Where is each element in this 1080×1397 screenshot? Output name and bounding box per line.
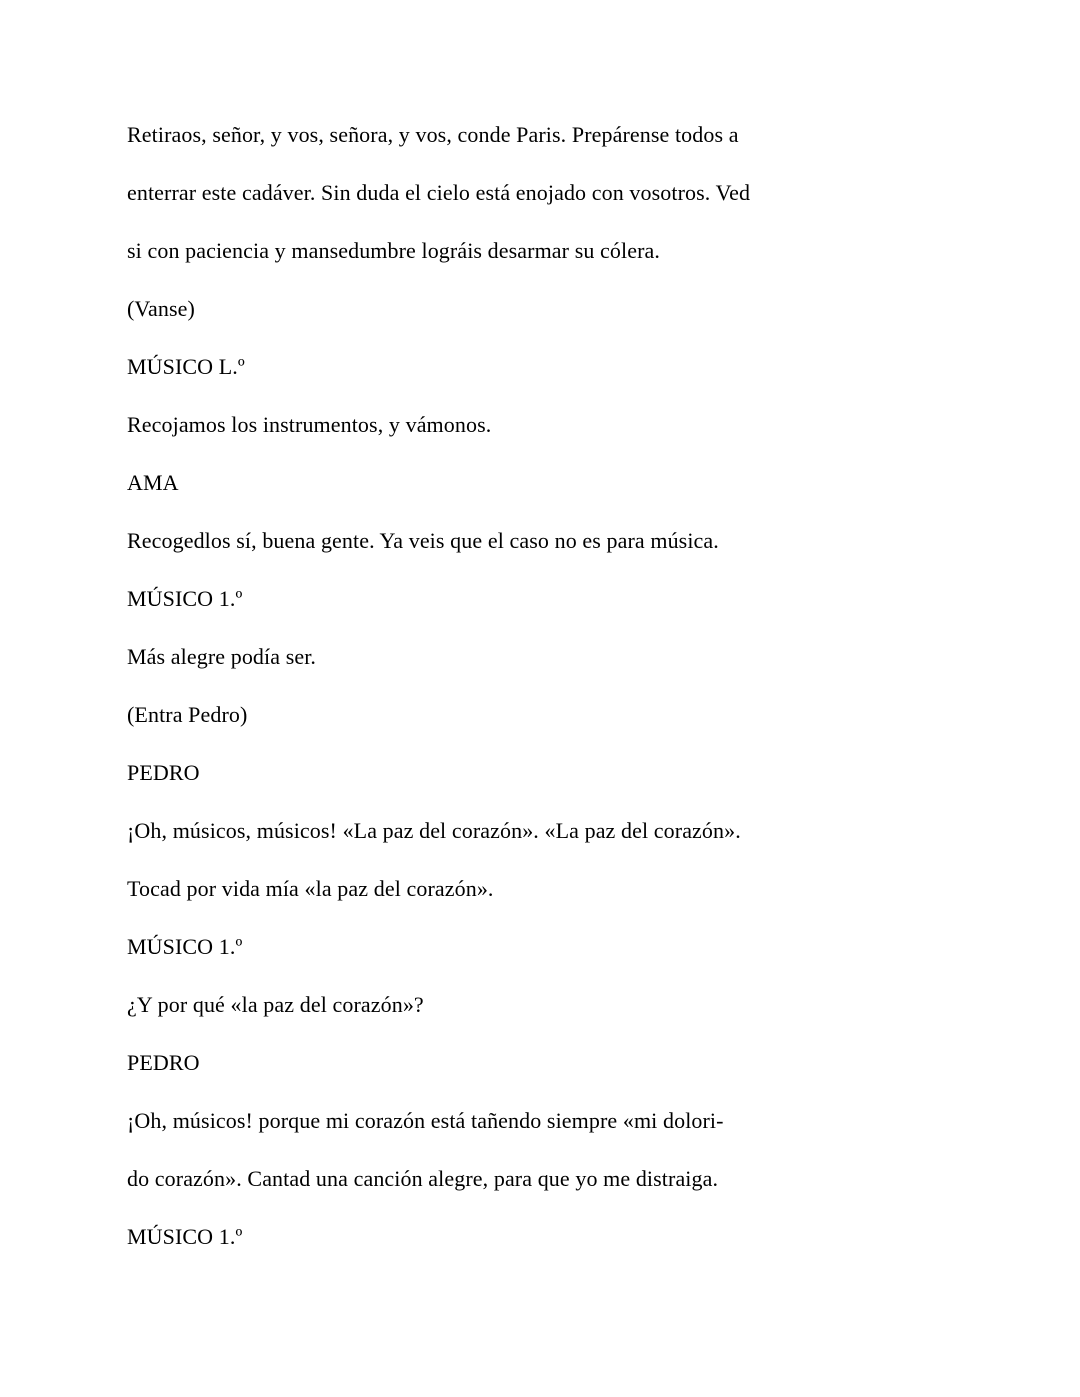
text-line: Retiraos, señor, y vos, señora, y vos, conde Paris. Prepárense todos a [127,122,739,147]
text-line: si con paciencia y mansedumbre lográis desarmar su cólera. [127,238,660,263]
text-line: MÚSICO 1.º [127,934,243,959]
text-line: Más alegre podía ser. [127,644,317,669]
document-text-block [127,106,980,1266]
text-line: MÚSICO 1.º [127,1224,243,1249]
text-line: ¡Oh, músicos! porque mi corazón está tañendo siempre «mi dolori- [127,1108,724,1133]
text-line: (Vanse) [127,296,195,321]
text-line: MÚSICO L.º [127,354,245,379]
text-line: Recogedlos sí, buena gente. Ya veis que el caso no es para música. [127,528,719,553]
text-line: ¡Oh, músicos, músicos! «La paz del corazón». «La paz del corazón». [127,818,741,843]
text-line: PEDRO [127,760,200,785]
text-line: do corazón». Cantad una canción alegre, para que yo me distraiga. [127,1166,719,1191]
text-line: MÚSICO 1.º [127,586,243,611]
text-line: Recojamos los instrumentos, y vámonos. [127,412,492,437]
text-line: ¿Y por qué «la paz del corazón»? [127,992,424,1017]
text-line: enterrar este cadáver. Sin duda el cielo está enojado con vosotros. Ved [127,180,751,205]
text-line: (Entra Pedro) [127,702,248,727]
text-line: Tocad por vida mía «la paz del corazón». [127,876,494,901]
text-line: AMA [127,470,179,495]
text-line: PEDRO [127,1050,200,1075]
